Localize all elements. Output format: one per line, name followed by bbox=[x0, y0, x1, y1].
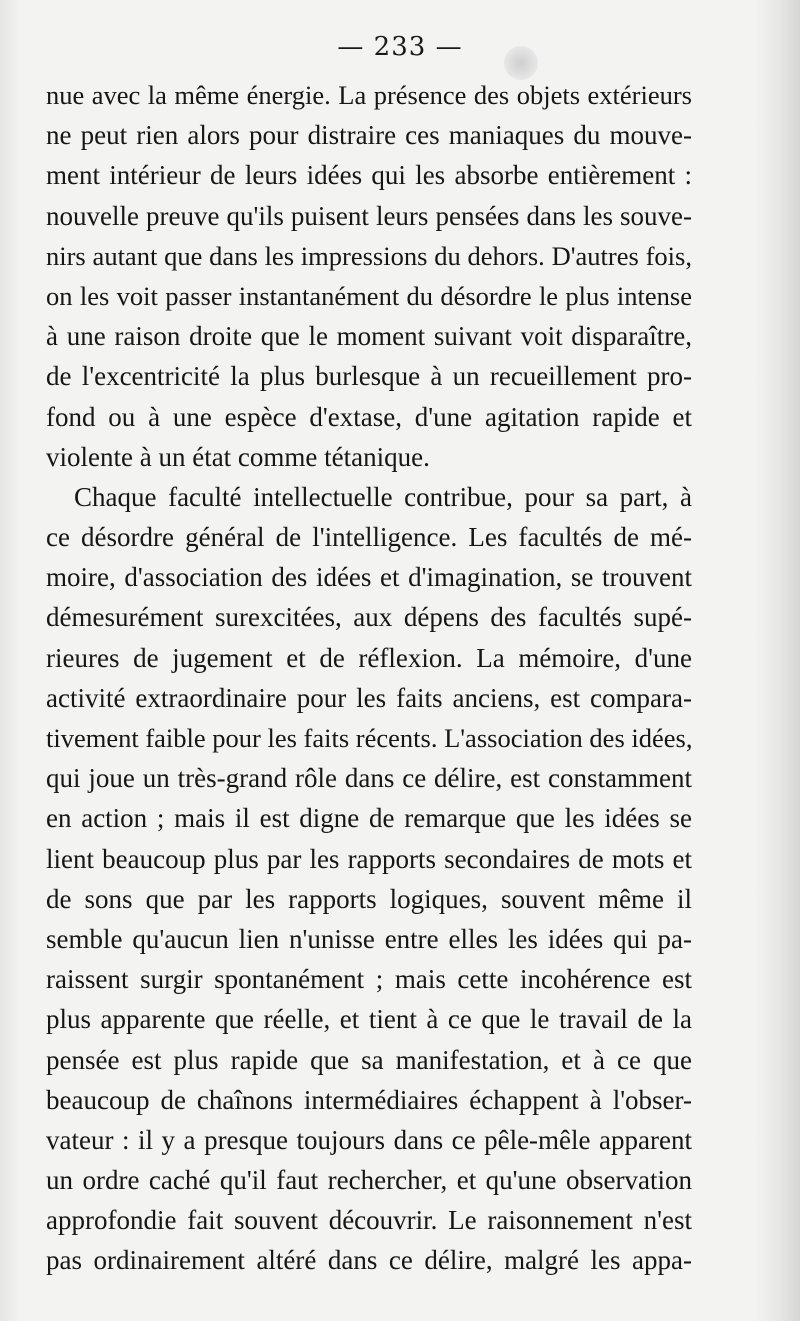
text-line: de sons que par les rapports logiques, souvent même il bbox=[46, 883, 692, 914]
text-line: ment intérieur de leurs idées qui les absorbe entièrement : bbox=[46, 160, 692, 191]
body-text bbox=[46, 75, 692, 1281]
text-line: on les voit passer instantanément du désordre le plus intense bbox=[46, 280, 692, 311]
text-line: pensée est plus rapide que sa manifestation, et à ce que bbox=[46, 1044, 692, 1075]
text-line: activité extraordinaire pour les faits anciens, est compara- bbox=[46, 682, 692, 713]
text-line: rieures de jugement et de réflexion. La mémoire, d'une bbox=[46, 642, 692, 673]
text-line: raissent surgir spontanément ; mais cette incohérence est bbox=[46, 964, 692, 995]
text-line: fond ou à une espèce d'extase, d'une agitation rapide et bbox=[46, 401, 692, 432]
text-line: ne peut rien alors pour distraire ces maniaques du mouve- bbox=[46, 120, 692, 151]
text-line: semble qu'aucun lien n'unisse entre elles les idées qui pa- bbox=[46, 923, 692, 954]
text-line: moire, d'association des idées et d'imagination, se trouvent bbox=[46, 562, 692, 593]
text-line: nouvelle preuve qu'ils puisent leurs pensées dans les souve- bbox=[46, 200, 692, 231]
text-line: pas ordinairement altéré dans ce délire, malgré les appa- bbox=[46, 1245, 692, 1276]
text-line: lient beaucoup plus par les rapports secondaires de mots et bbox=[46, 843, 692, 874]
page-number: — 233 — bbox=[337, 32, 463, 62]
text-line: à une raison droite que le moment suivant voit disparaître, bbox=[46, 321, 692, 352]
page-gutter-shadow bbox=[0, 0, 20, 1321]
text-line: ce désordre général de l'intelligence. Les facultés de mé- bbox=[46, 522, 692, 553]
text-line: plus apparente que réelle, et tient à ce que le travail de la bbox=[46, 1004, 692, 1035]
text-line: nue avec la même énergie. La présence des objets extérieurs bbox=[46, 80, 692, 110]
text-line: qui joue un très-grand rôle dans ce délire, est constamment bbox=[46, 763, 692, 794]
text-line: Chaque faculté intellectuelle contribue, pour sa part, à bbox=[74, 481, 692, 512]
page-edge-shadow bbox=[754, 0, 800, 1321]
text-line: de l'excentricité la plus burlesque à un recueillement pro- bbox=[46, 361, 692, 392]
text-line: vateur : il y a presque toujours dans ce pêle-mêle apparent bbox=[46, 1124, 692, 1155]
text-line: approfondie fait souvent découvrir. Le raisonnement n'est bbox=[46, 1205, 692, 1236]
text-line: violente à un état comme tétanique. bbox=[46, 441, 430, 472]
text-line: en action ; mais il est digne de remarque que les idées se bbox=[46, 803, 692, 834]
text-line: nirs autant que dans les impressions du dehors. D'autres fois, bbox=[46, 240, 692, 271]
text-line: un ordre caché qu'il faut rechercher, et qu'une observation bbox=[46, 1165, 692, 1196]
text-line: beaucoup de chaînons intermédiaires échappent à l'obser- bbox=[46, 1084, 692, 1115]
text-line: tivement faible pour les faits récents. L'association des idées, bbox=[46, 723, 693, 753]
text-line: démesurément surexcitées, aux dépens des facultés supé- bbox=[46, 602, 692, 633]
